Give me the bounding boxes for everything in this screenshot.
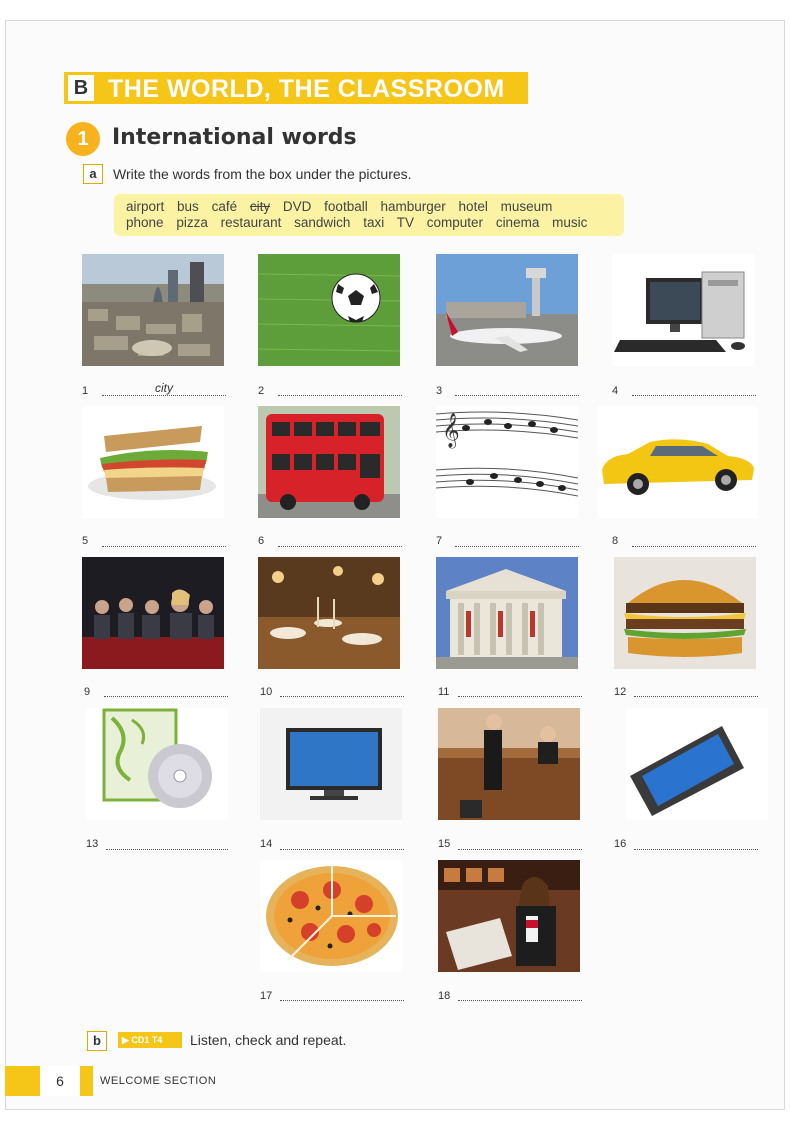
word-box-item: hotel	[458, 199, 488, 214]
item-number: 18	[438, 990, 451, 1002]
word-box-item: DVD	[282, 199, 312, 214]
computer-photo	[612, 254, 754, 366]
answer-line[interactable]	[278, 532, 402, 547]
answer-line[interactable]	[634, 835, 758, 850]
item-number: 11	[438, 686, 450, 698]
item-number: 4	[612, 385, 619, 397]
answer-line[interactable]	[455, 532, 579, 547]
answer-line[interactable]	[634, 682, 758, 697]
airport-photo	[436, 254, 578, 366]
word-box-item: airport	[126, 199, 165, 214]
answer-line[interactable]	[278, 381, 402, 396]
item-number: 12	[614, 686, 627, 698]
phone-photo	[626, 708, 768, 820]
taxi-photo	[598, 406, 758, 518]
word-box-item: café	[211, 199, 238, 214]
cinema-photo	[82, 557, 224, 669]
word-box-item: phone	[126, 215, 164, 230]
answer-line[interactable]	[455, 381, 579, 396]
word-box-item-used: city	[249, 199, 271, 214]
museum-photo	[436, 557, 578, 669]
answer-line[interactable]	[458, 986, 582, 1001]
word-box-item: computer	[426, 215, 484, 230]
item-number: 8	[612, 535, 619, 547]
item-number: 1	[82, 385, 89, 397]
answer-line[interactable]	[458, 835, 582, 850]
answer-line[interactable]	[632, 381, 756, 396]
item-number: 9	[84, 686, 91, 698]
answer-line[interactable]	[632, 532, 756, 547]
word-box-item: football	[324, 199, 368, 214]
word-box-item: pizza	[176, 215, 208, 230]
word-box-item: museum	[500, 199, 553, 214]
item-number: 10	[260, 686, 273, 698]
answer-line[interactable]: city	[102, 381, 226, 396]
restaurant-photo	[258, 557, 400, 669]
section-letter: B	[68, 75, 94, 101]
section-banner	[64, 72, 528, 104]
footer-section-label: WELCOME SECTION	[100, 1075, 217, 1087]
item-number: 6	[258, 535, 265, 547]
part-a-instruction: Write the words from the box under the pictures.	[113, 166, 412, 182]
answer-line[interactable]	[102, 532, 226, 547]
word-box-item: music	[552, 215, 588, 230]
music-notes-photo	[436, 406, 578, 518]
city-skyline-photo	[82, 254, 224, 366]
part-a-letter: a	[83, 164, 103, 184]
audio-track-label: CD1 T4	[131, 1035, 163, 1045]
exercise-title: International words	[112, 125, 357, 150]
item-number: 5	[82, 535, 89, 547]
pizza-photo	[260, 860, 402, 972]
item-number: 14	[260, 838, 273, 850]
dvd-photo	[86, 708, 228, 820]
item-number: 15	[438, 838, 451, 850]
svg-text:𝄞: 𝄞	[442, 413, 460, 448]
item-number: 7	[436, 535, 443, 547]
tv-photo	[260, 708, 402, 820]
play-icon: ▶	[122, 1035, 132, 1045]
answer-line[interactable]	[104, 682, 228, 697]
answer-line[interactable]	[106, 835, 228, 850]
exercise-number: 1	[66, 122, 100, 156]
answer-line[interactable]	[280, 986, 404, 1001]
word-box-item: TV	[396, 215, 414, 230]
answer-line[interactable]	[280, 682, 404, 697]
answer-line[interactable]	[458, 682, 582, 697]
word-box-item: sandwich	[294, 215, 351, 230]
football-photo	[258, 254, 400, 366]
sandwich-photo	[82, 406, 224, 518]
word-box-item: taxi	[363, 215, 385, 230]
section-title: THE WORLD, THE CLASSROOM	[108, 75, 505, 103]
word-box-item: cinema	[495, 215, 540, 230]
bus-photo	[258, 406, 400, 518]
word-box-item: restaurant	[220, 215, 282, 230]
page-number: 6	[40, 1066, 80, 1096]
word-box-item: hamburger	[380, 199, 446, 214]
item-number: 2	[258, 385, 265, 397]
item-number: 17	[260, 990, 273, 1002]
part-b-letter: b	[87, 1031, 107, 1051]
hotel-photo	[438, 708, 580, 820]
word-box	[114, 194, 624, 236]
cafe-photo	[438, 860, 580, 972]
part-b-instruction: Listen, check and repeat.	[190, 1032, 347, 1048]
item-number: 13	[86, 838, 99, 850]
answer-line[interactable]	[280, 835, 404, 850]
hamburger-photo	[614, 557, 756, 669]
audio-track-badge[interactable]	[118, 1032, 182, 1048]
item-number: 3	[436, 385, 443, 397]
item-number: 16	[614, 838, 627, 850]
word-box-item: bus	[177, 199, 199, 214]
